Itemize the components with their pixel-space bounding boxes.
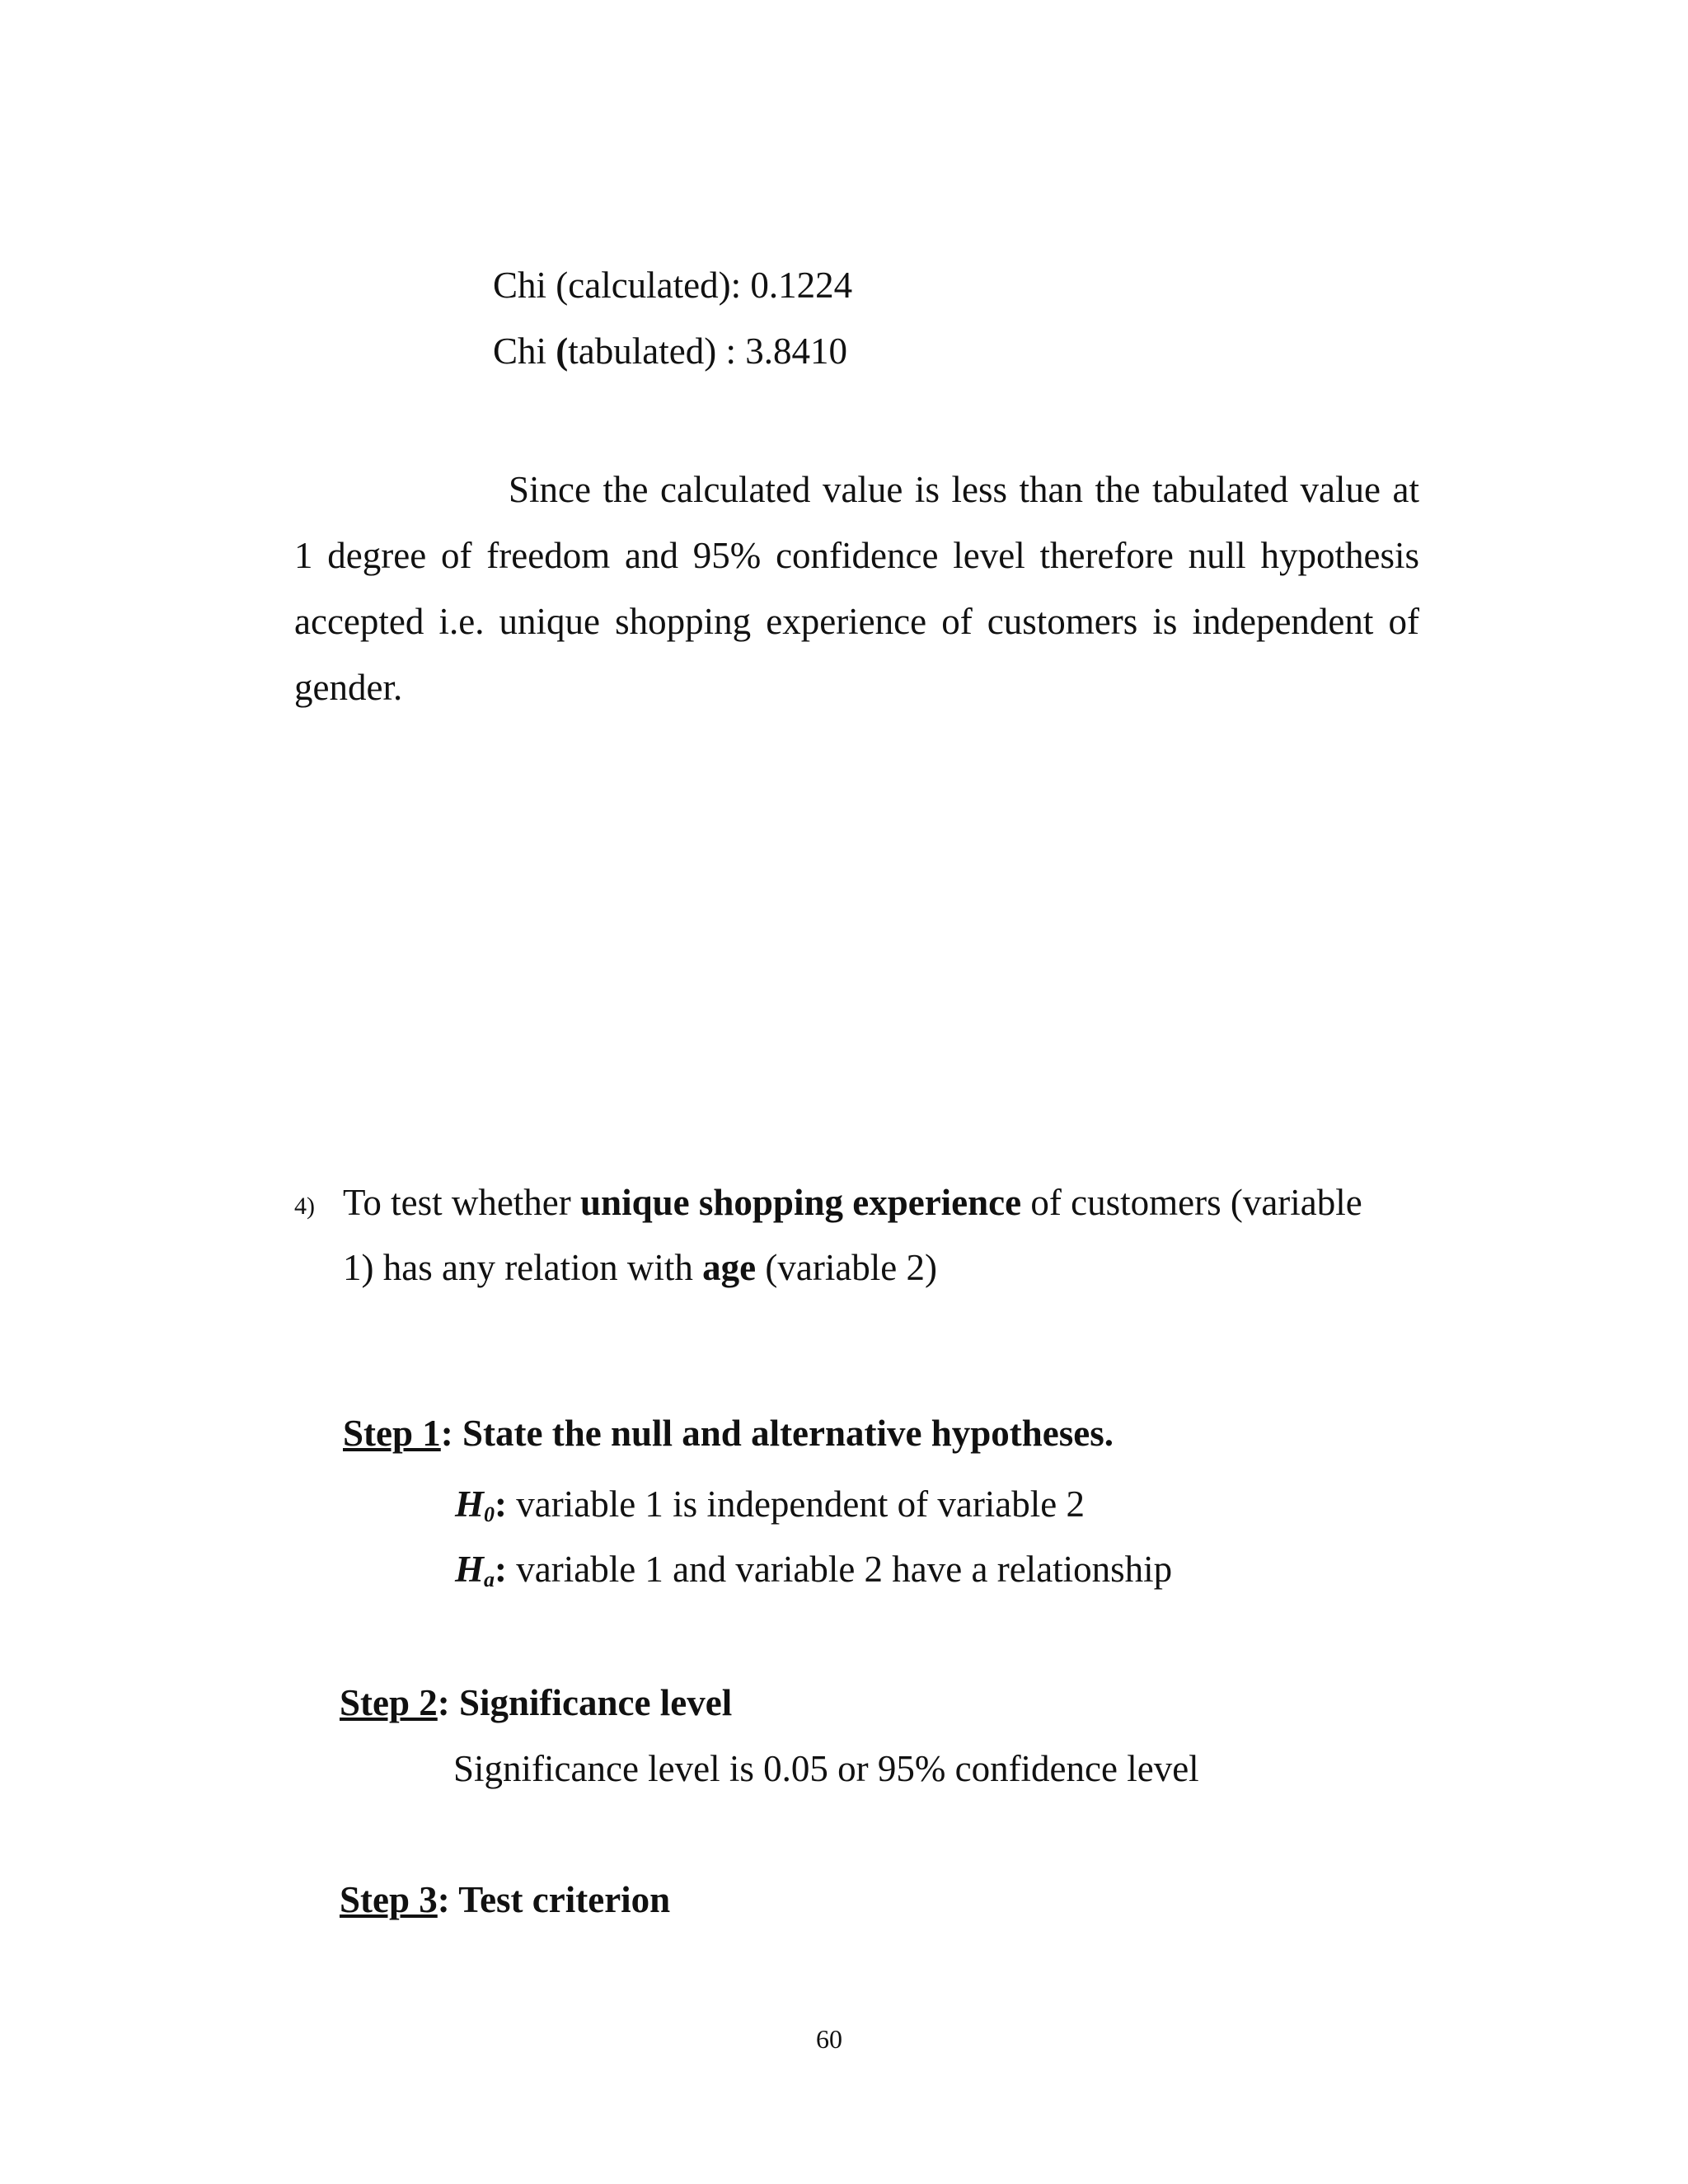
item4-line1: To test whether unique shopping experience of customers (variable [343,1182,1362,1223]
h0-symbol: $H_0$ [455,1483,495,1526]
conclusion-paragraph: Since the calculated value is less than the tabulated value at 1 degree of freedom and 95% confidence level therefore null hypothesis accepted i.e. unique shopping experience of customers is independent of gender. [294,469,1419,708]
item4-line2: 1) has any relation with age (variable 2) [343,1247,938,1288]
chi-tabulated: Chi (tabulated) : 3.8410 [493,330,847,372]
step1-heading: Step 1: State the null and alternative hypotheses. [343,1413,1114,1454]
significance-text: Significance level is 0.05 or 95% confidence level [453,1748,1199,1789]
chi-calculated: Chi (calculated): 0.1224 [493,265,853,306]
step3-heading: Step 3: Test criterion [340,1879,671,1920]
item-number: 4) [294,1193,315,1220]
null-hypothesis: $H_0$: variable 1 is independent of variable 2 [455,1483,1085,1526]
ha-symbol: $H_a$ [455,1549,495,1591]
alternative-hypothesis: $H_a$: variable 1 and variable 2 have a relationship [455,1549,1173,1591]
page-number: 60 [816,2024,842,2054]
step2-heading: Step 2: Significance level [340,1682,733,1723]
